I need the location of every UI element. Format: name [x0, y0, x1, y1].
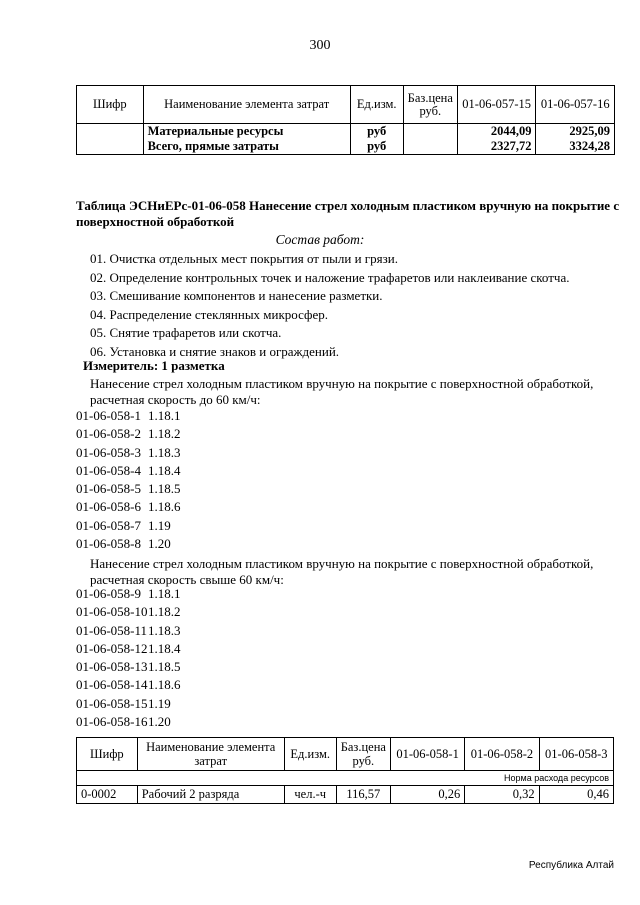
- works-list: [90, 250, 569, 362]
- list-item: 03. Смешивание компонентов и нанесение разметки.: [90, 288, 383, 304]
- value-cell: 3324,28: [536, 139, 615, 155]
- header-cell: 01-06-057-15: [457, 86, 536, 124]
- unit-cell: руб: [350, 124, 403, 140]
- table-row: [77, 124, 615, 140]
- list-item: 04. Распределение стеклянных микросфер.: [90, 306, 328, 322]
- code-cell: [77, 139, 144, 155]
- value-cell: 2327,72: [457, 139, 536, 155]
- code: 01-06-058-10: [76, 604, 148, 620]
- list-item: [76, 658, 181, 676]
- price-cell: [403, 139, 457, 155]
- code: 01-06-058-3: [76, 444, 141, 460]
- list-item: 02. Определение контрольных точек и наложение трафаретов или наклеивание скотча.: [90, 269, 570, 285]
- norma-label: Норма расхода ресурсов: [77, 771, 614, 786]
- ref: 1.18.4: [148, 462, 181, 478]
- name-cell: Рабочий 2 разряда: [137, 786, 284, 804]
- list-item: [76, 444, 181, 462]
- list-item: [76, 585, 181, 603]
- list-item: 06. Установка и снятие знаков и ограждений.: [90, 343, 340, 359]
- code-cell: 0-0002: [77, 786, 138, 804]
- code: 01-06-058-6: [76, 499, 141, 515]
- table-row: [77, 786, 614, 804]
- resource-norms-table: [76, 737, 614, 804]
- list-item: [76, 622, 181, 640]
- ref: 1.18.1: [148, 586, 181, 601]
- ref: 1.18.1: [148, 408, 181, 423]
- code: 01-06-058-2: [76, 426, 141, 442]
- code: 01-06-058-12: [76, 640, 148, 656]
- list-item: [76, 640, 181, 658]
- code: 01-06-058-15: [76, 695, 148, 711]
- ref: 1.18.6: [148, 499, 181, 515]
- code: 01-06-058-13: [76, 659, 148, 675]
- list-item: [76, 498, 181, 516]
- price-cell: [403, 124, 457, 140]
- header-cell: 01-06-058-1: [390, 738, 464, 771]
- header-cell: Баз.цена руб.: [336, 738, 390, 771]
- works-heading: Состав работ:: [275, 232, 365, 247]
- list-item: [76, 462, 181, 480]
- value-cell: 0,32: [465, 786, 539, 804]
- code: 01-06-058-9: [76, 586, 141, 601]
- name-cell: Материальные ресурсы: [143, 124, 350, 140]
- ref: 1.19: [148, 695, 171, 711]
- header-cell: Шифр: [77, 86, 144, 124]
- value-cell: 2044,09: [457, 124, 536, 140]
- page-number: 300: [309, 38, 331, 53]
- unit-cell: руб: [350, 139, 403, 155]
- unit-cell: чел.-ч: [284, 786, 336, 804]
- ref: 1.18.3: [148, 444, 181, 460]
- list-item: [76, 425, 181, 443]
- code: 01-06-058-14: [76, 677, 148, 693]
- ref: 1.20: [148, 714, 171, 730]
- table-header-row: [77, 86, 615, 124]
- header-cell: Шифр: [77, 738, 138, 771]
- section-title: Таблица ЭСНиЕРс-01-06-058 Нанесение стрел холодным пластиком вручную на покрытие с поверхностной обработкой: [76, 198, 620, 229]
- list-item: 01. Очистка отдельных мест покрытия от пыли и грязи.: [90, 251, 398, 266]
- group2-codes: [76, 585, 181, 731]
- code: 01-06-058-7: [76, 517, 141, 533]
- list-item: [76, 713, 181, 731]
- header-cell: 01-06-058-2: [465, 738, 539, 771]
- code: 01-06-058-11: [76, 622, 148, 638]
- header-cell: 01-06-058-3: [539, 738, 613, 771]
- list-item: 05. Снятие трафаретов или скотча.: [90, 325, 282, 341]
- name-cell: Всего, прямые затраты: [143, 139, 350, 155]
- meter-label: Измеритель: 1 разметка: [83, 358, 225, 373]
- table-header-row: [77, 738, 614, 771]
- list-item: [76, 695, 181, 713]
- header-cell: Наименование элемента затрат: [137, 738, 284, 771]
- list-item: [76, 480, 181, 498]
- ref: 1.18.5: [148, 481, 181, 497]
- header-cell: Наименование элемента затрат: [143, 86, 350, 124]
- value-cell: 2925,09: [536, 124, 615, 140]
- header-cell: Ед.изм.: [350, 86, 403, 124]
- ref: 1.18.6: [148, 677, 181, 693]
- ref: 1.18.4: [148, 640, 181, 656]
- group1-codes: [76, 407, 181, 553]
- ref: 1.19: [148, 517, 171, 533]
- header-cell: Ед.изм.: [284, 738, 336, 771]
- code: 01-06-058-8: [76, 536, 141, 552]
- norma-row: [77, 771, 614, 786]
- code-cell: [77, 124, 144, 140]
- value-cell: 0,46: [539, 786, 613, 804]
- ref: 1.18.2: [148, 604, 181, 620]
- footer-region: Республика Алтай: [528, 860, 614, 871]
- list-item: [76, 603, 181, 621]
- price-cell: 116,57: [336, 786, 390, 804]
- header-cell: Баз.цена руб.: [403, 86, 457, 124]
- table-row: [77, 139, 615, 155]
- code: 01-06-058-5: [76, 481, 141, 497]
- ref: 1.18.3: [148, 622, 181, 638]
- list-item: [76, 517, 181, 535]
- ref: 1.20: [148, 536, 171, 552]
- header-cell: 01-06-057-16: [536, 86, 615, 124]
- list-item: [76, 535, 181, 553]
- code: 01-06-058-16: [76, 714, 148, 730]
- ref: 1.18.5: [148, 659, 181, 675]
- code: 01-06-058-4: [76, 462, 141, 478]
- group2-description: Нанесение стрел холодным пластиком вручную на покрытие с поверхностной обработкой, расчетная скорость свыше 60 км/ч:: [90, 556, 594, 587]
- cost-table-top: [76, 85, 615, 155]
- list-item: [76, 676, 181, 694]
- group1-description: Нанесение стрел холодным пластиком вручную на покрытие с поверхностной обработкой, расчетная скорость до 60 км/ч:: [90, 376, 594, 407]
- code: 01-06-058-1: [76, 408, 141, 423]
- list-item: [76, 407, 181, 425]
- value-cell: 0,26: [390, 786, 464, 804]
- ref: 1.18.2: [148, 426, 181, 442]
